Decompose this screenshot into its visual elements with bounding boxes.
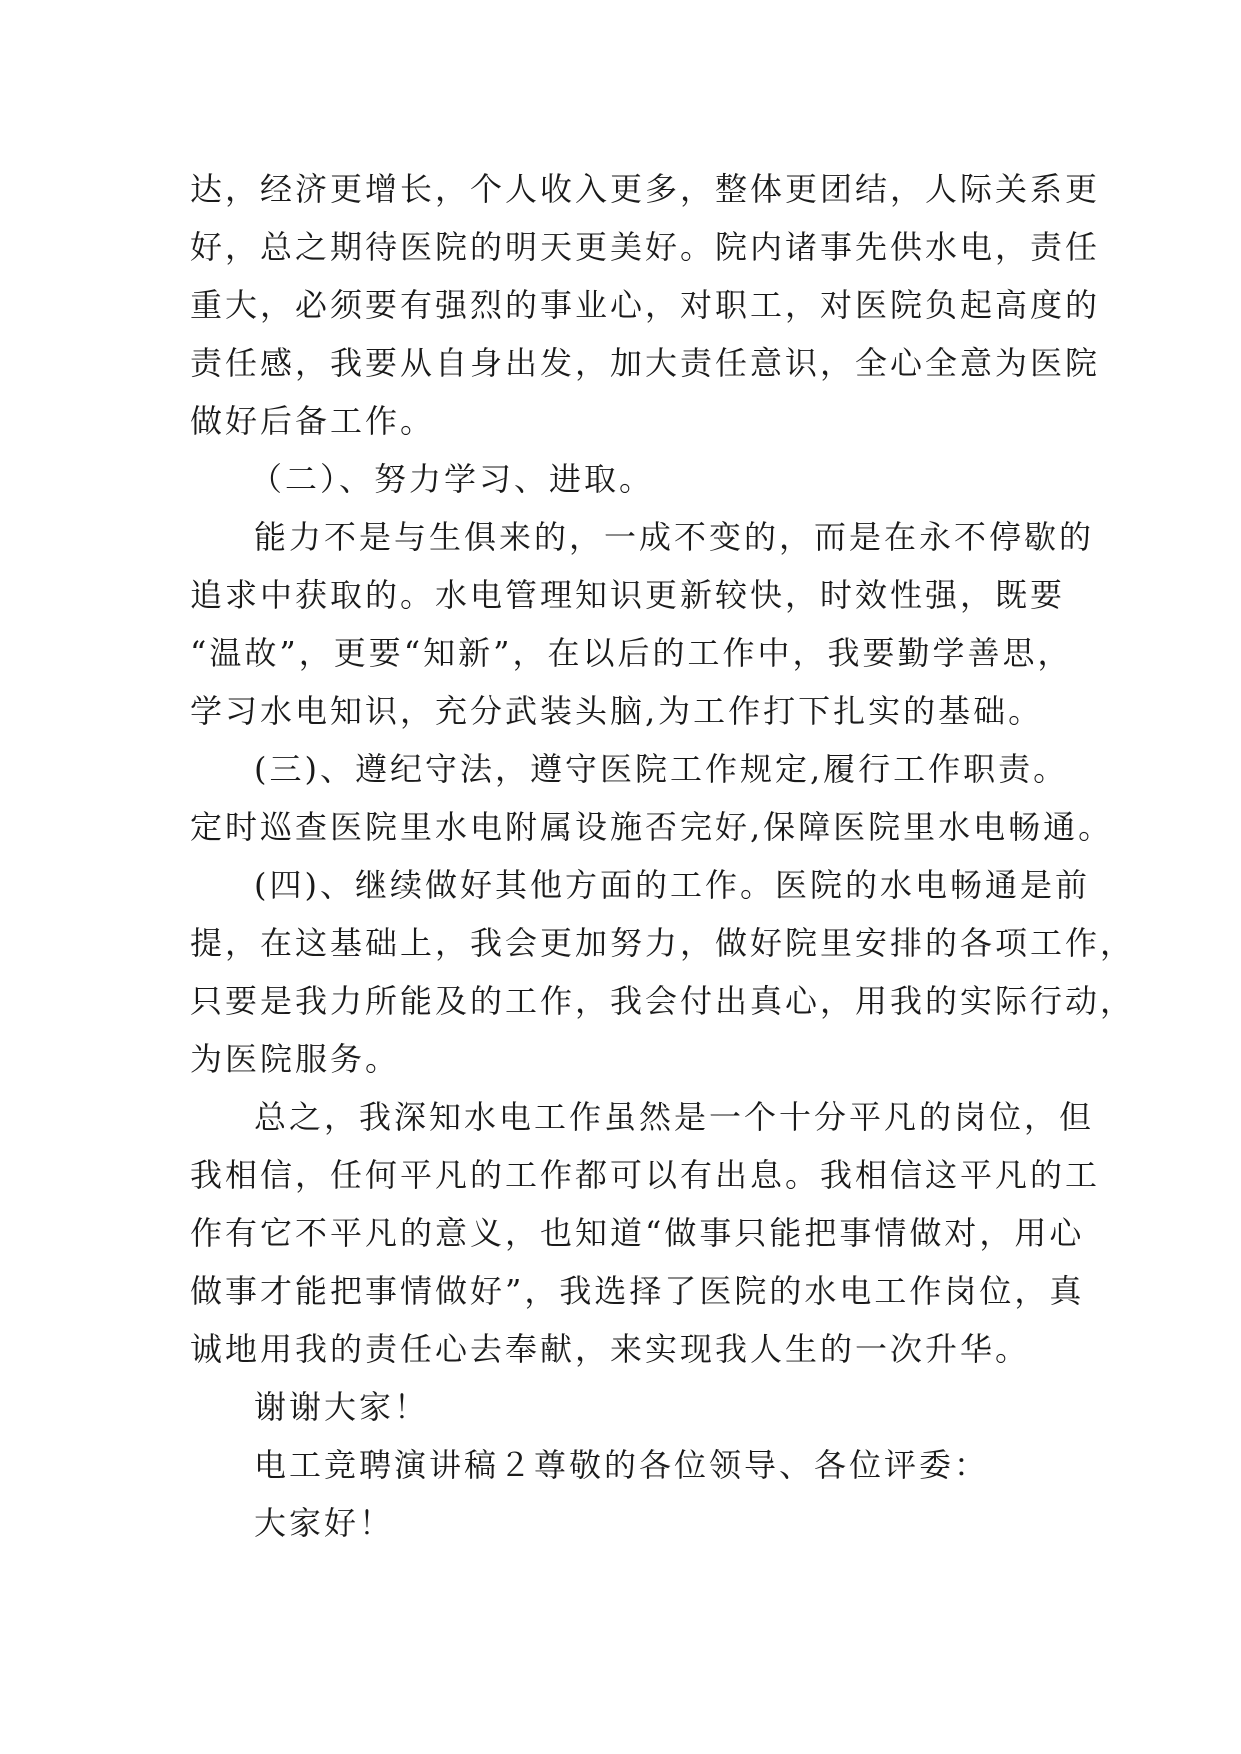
text-line: 能力不是与生俱来的，一成不变的，而是在永不停歇的 (254, 518, 1095, 556)
document-body (190, 160, 1136, 1552)
text-line: 达，经济更增长，个人收入更多，整体更团结，人际关系更 (190, 170, 1101, 208)
text-line: 责任感，我要从自身出发，加大责任意识，全心全意为医院 (190, 344, 1101, 382)
text-line: 总之，我深知水电工作虽然是一个十分平凡的岗位，但 (254, 1098, 1095, 1136)
text-line: 只要是我力所能及的工作，我会付出真心，用我的实际行动， (190, 982, 1136, 1020)
speech-title-line: 电工竞聘演讲稿２尊敬的各位领导、各位评委： (254, 1446, 990, 1484)
text-line: 提，在这基础上，我会更加努力，做好院里安排的各项工作， (190, 924, 1136, 962)
text-line: 追求中获取的。水电管理知识更新较快，时效性强，既要 (190, 576, 1066, 614)
text-line: 好，总之期待医院的明天更美好。院内诸事先供水电，责任 (190, 228, 1101, 266)
text-line: 作有它不平凡的意义，也知道“做事只能把事情做对，用心 (190, 1214, 1085, 1252)
section-heading: (四)、继续做好其他方面的工作。医院的水电畅通是前 (254, 866, 1090, 904)
text-line: 为医院服务。 (190, 1040, 401, 1078)
text-line: 定时巡查医院里水电附属设施否完好,保障医院里水电畅通。 (190, 808, 1114, 846)
text-line: “温故”，更要“知新”，在以后的工作中，我要勤学善思， (190, 634, 1073, 672)
text-line: 做事才能把事情做好”，我选择了医院的水电工作岗位，真 (190, 1272, 1085, 1310)
text-line: 我相信，任何平凡的工作都可以有出息。我相信这平凡的工 (190, 1156, 1101, 1194)
closing-line: 谢谢大家！ (254, 1388, 430, 1426)
text-line: 学习水电知识，充分武装头脑,为工作打下扎实的基础。 (190, 692, 1044, 730)
text-line: 诚地用我的责任心去奉献，来实现我人生的一次升华。 (190, 1330, 1031, 1368)
text-line: 重大，必须要有强烈的事业心，对职工，对医院负起高度的 (190, 286, 1101, 324)
section-heading: （二）、努力学习、进取。 (250, 460, 655, 498)
greeting-line: 大家好！ (254, 1504, 395, 1542)
section-heading: (三)、遵纪守法，遵守医院工作规定,履行工作职责。 (254, 750, 1069, 788)
text-line: 做好后备工作。 (190, 402, 436, 440)
